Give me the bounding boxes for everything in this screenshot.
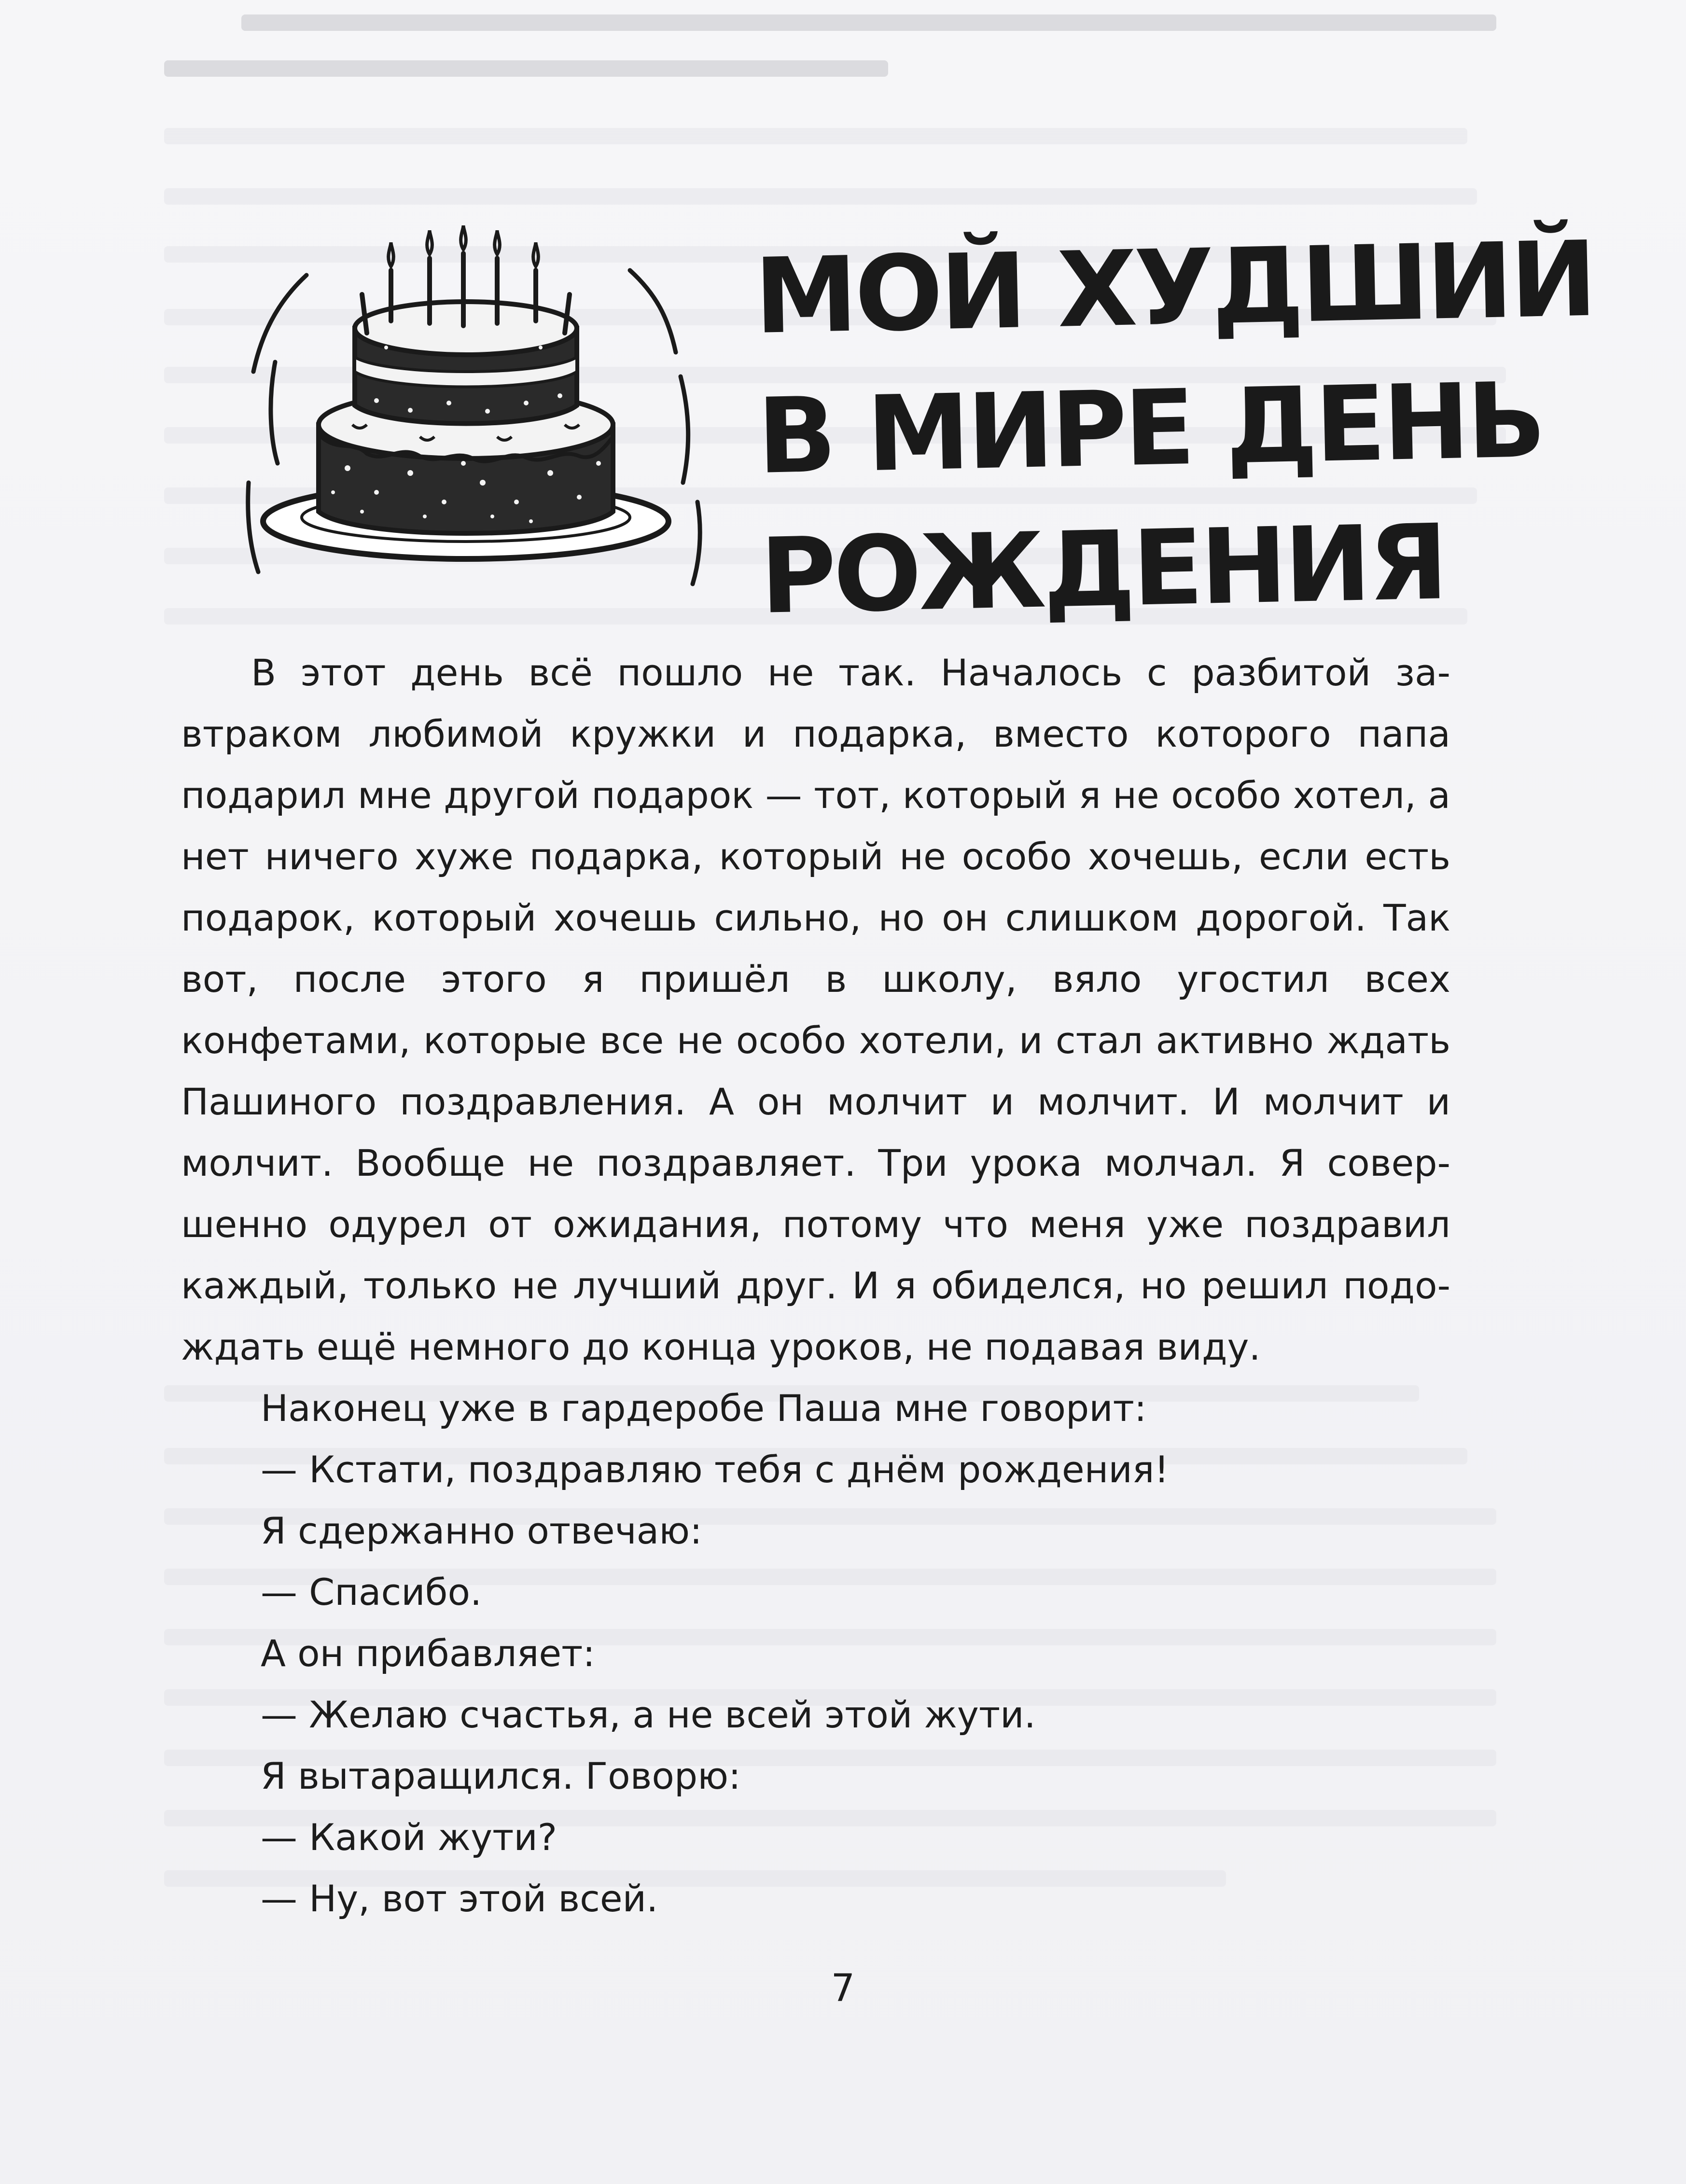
- show-through-line: [164, 188, 1477, 205]
- dialogue-line: А он прибавляет:: [261, 1632, 595, 1675]
- show-through-line: [164, 60, 888, 77]
- show-through-line: [241, 14, 1496, 31]
- dialogue-line: — Какой жути?: [261, 1816, 557, 1859]
- chapter-title-line-2: В МИРЕ ДЕНЬ: [756, 359, 1545, 497]
- chapter-title-line-1: МОЙ ХУДШИЙ: [753, 218, 1596, 357]
- dialogue-line: — Спасибо.: [261, 1571, 482, 1614]
- dialogue-line: Наконец уже в гардеробе Паша мне говорит:: [261, 1387, 1147, 1430]
- dialogue-line: — Кстати, поздравляю тебя с днём рождения!: [261, 1448, 1169, 1491]
- paragraph-1: В этот день всё пошло не так. Началось с разбитой завтраком любимой кружки и подарка, вместо которого папа подарил мне другой подарок — тот, который я не особо хотел, а нет ничего хуже подарка, который не особо хочешь, если есть подарок, который хочешь сильно, но он слишком дорогой. Так вот, после этого я пришёл в школу, вяло угостил всех конфетами, которые все не особо хотели, и стал активно ждать Пашиного поздравления. А он молчит и молчит. И молчит и молчит. Вообще не поздравляет. Три урока молчал. Я совершенно одурел от ожидания, потому что меня уже поздравил каждый, только не лучший друг. И я обиделся, но решил подождать ещё немного до конца уроков, не подавая виду.: [181, 651, 1450, 1368]
- page-number: 7: [831, 1967, 855, 2010]
- chapter-body: [181, 642, 1450, 1929]
- dialogue-line: Я вытаращился. Говорю:: [261, 1754, 741, 1797]
- chapter-title: [753, 212, 1596, 647]
- dialogue-line: Я сдержанно отвечаю:: [261, 1509, 702, 1552]
- birthday-cake-icon: [193, 212, 753, 637]
- dialogue-line: — Желаю счастья, а не всей этой жути.: [261, 1693, 1036, 1736]
- chapter-title-line-3: РОЖДЕНИЯ: [759, 501, 1447, 637]
- show-through-line: [164, 128, 1467, 144]
- dialogue-line: — Ну, вот этой всей.: [261, 1877, 658, 1920]
